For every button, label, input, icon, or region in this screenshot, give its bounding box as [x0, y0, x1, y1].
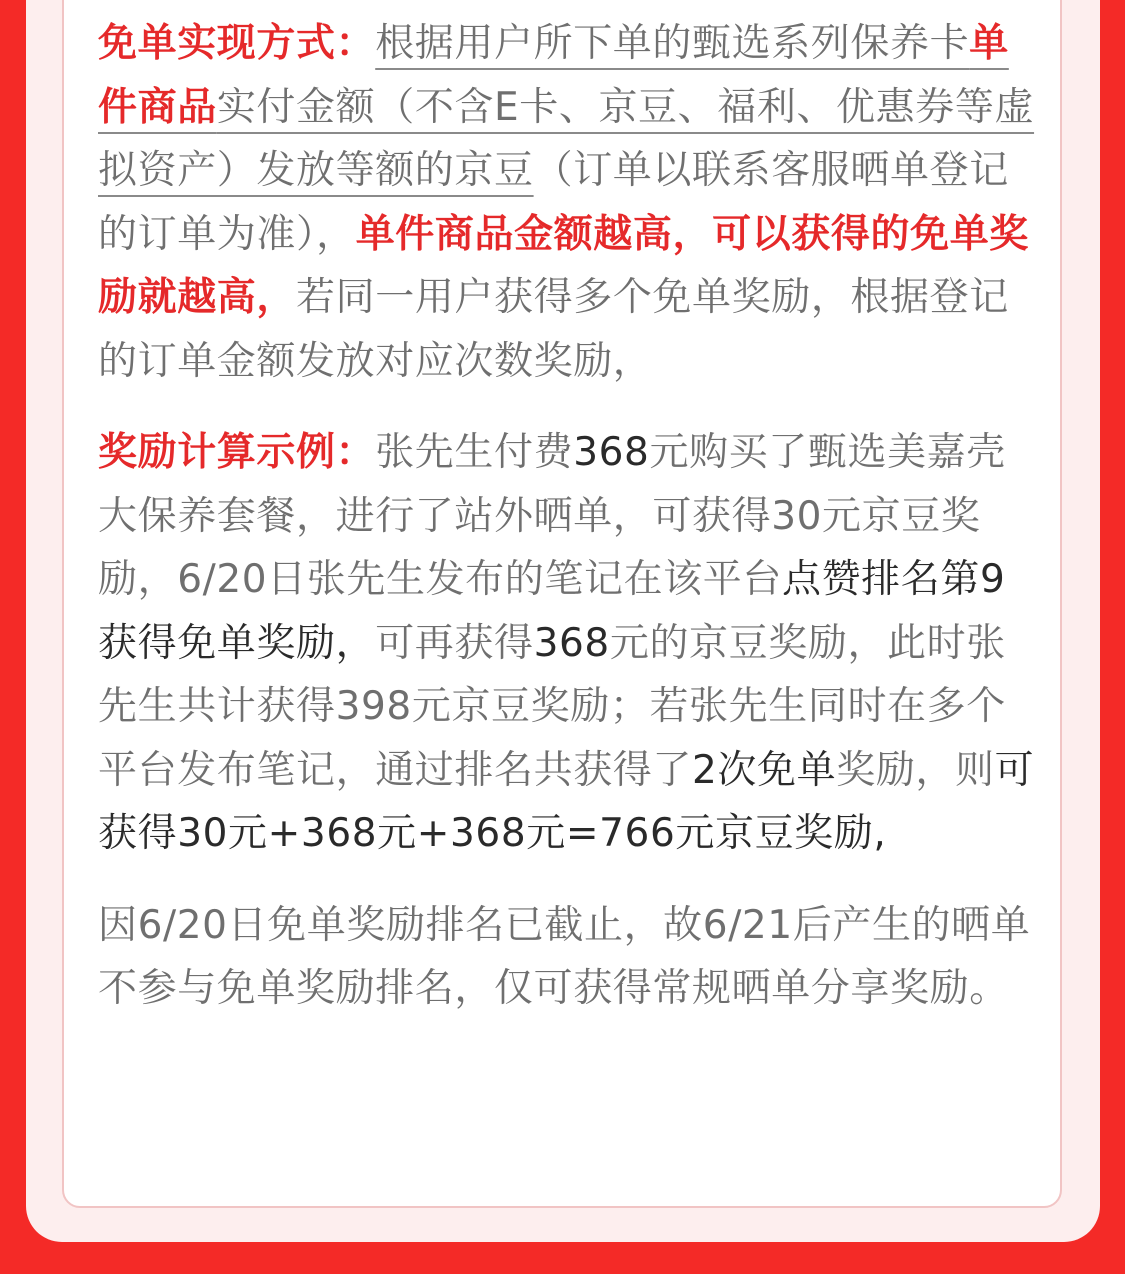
deadline-note-paragraph: 因6/20日免单奖励排名已截止，故6/21后产生的晒单不参与免单奖励排名，仅可获得常规晒单分享奖励。 [98, 902, 1031, 1011]
reward-example-paragraph [98, 421, 1038, 866]
example-text: 可再获得 [375, 620, 534, 666]
order-note-text: （订单以联系客服晒单登记的订单为准）， [98, 148, 1009, 257]
underlined-text: 根据用户所下单的甄选系列保养卡 [375, 21, 970, 66]
rules-content [98, 12, 1038, 1021]
highlight-text: 单件商品金额越高，可以获得的免单奖励就越高， [98, 211, 1029, 320]
underlined-highlight: 单件商品 [98, 21, 1009, 130]
example-text: 张先生付费 [375, 430, 574, 475]
example-highlight: 点赞排名第9获得免单奖励， [98, 557, 1006, 666]
example-text: 奖励，则 [836, 747, 995, 793]
reward-example-label: 奖励计算示例： [98, 430, 376, 475]
underlined-text: 实付金额（不含E卡、京豆、福利、优惠券等虚拟资产）发放等额的京豆 [98, 84, 1035, 193]
example-text: 元的京豆奖励，此时张先生共计获得398元京豆奖励；若张先生同时在多个平台发布笔记，通过排名共获得了 [98, 620, 1006, 793]
example-amount: 368 [573, 430, 650, 475]
example-total: 可获得30元+368元+368元=766元京豆奖励, [98, 747, 1035, 856]
example-amount: 368 [533, 620, 610, 666]
example-text: 元购买了甄选美嘉壳大保养套餐，进行了站外晒单，可获得30元京豆奖励，6/20日张先生发布的笔记在该平台 [98, 430, 1006, 602]
free-order-method-label: 免单实现方式： [98, 21, 376, 66]
example-highlight: 2次免单 [692, 747, 837, 793]
multi-reward-text: 若同一用户获得多个免单奖励，根据登记的订单金额发放对应次数奖励， [98, 275, 1009, 384]
free-order-method-paragraph [98, 12, 1038, 393]
